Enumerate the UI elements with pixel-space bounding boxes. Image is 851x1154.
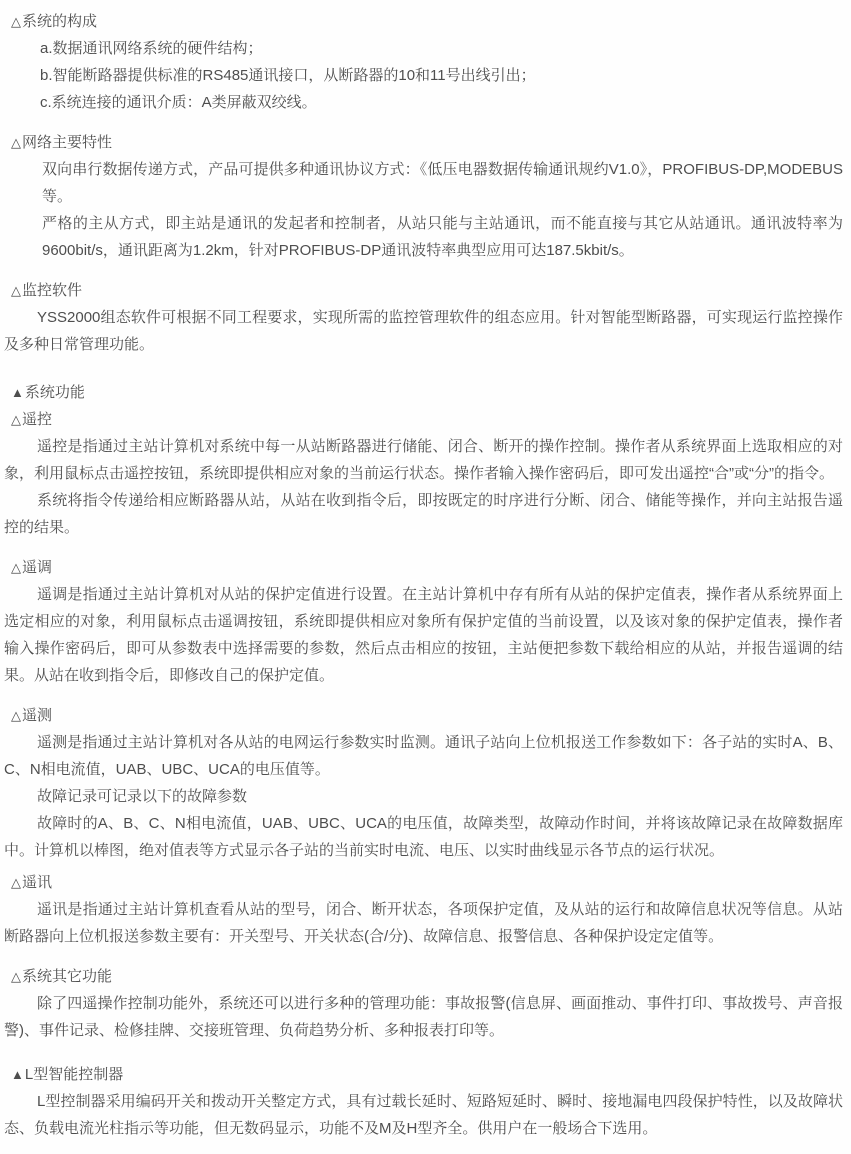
paragraph: 双向串行数据传递方式，产品可提供多种通讯协议方式：《低压电器数据传输通讯规约V1.0》，PROFIBUS-DP,MODEBUS等。 (42, 161, 843, 205)
hollow-triangle-icon: △ (11, 283, 22, 298)
section-l-type-controller (4, 1061, 843, 1142)
paragraph: 遥测是指通过主站计算机对各从站的电网运行参数实时监测。通讯子站向上位机报送工作参数如下：各子站的实时A、B、C、N相电流值，UAB、UBC、UCA的电压值等。 (4, 734, 843, 778)
filled-triangle-icon: ▲ (11, 1067, 25, 1082)
section-heading (11, 379, 843, 406)
section-heading (11, 702, 843, 729)
section-remote-signalling (4, 869, 843, 950)
section-heading (11, 8, 843, 35)
section-title: 监控软件 (22, 282, 83, 299)
section-remote-measurement (4, 702, 843, 864)
section-system-functions (4, 379, 843, 406)
section-title: 遥调 (22, 559, 53, 576)
hollow-triangle-icon: △ (11, 708, 22, 723)
section-other-system-functions (4, 963, 843, 1044)
paragraph: c.系统连接的通讯介质：A类屏蔽双绞线。 (40, 94, 317, 111)
section-title: 遥讯 (22, 874, 53, 891)
paragraph: 除了四遥操作控制功能外，系统还可以进行多种的管理功能：事故报警(信息屏、画面推动、事件打印、事故拨号、声音报警)、事件记录、检修挂牌、交接班管理、负荷趋势分析、多种报表打印等。 (4, 995, 843, 1039)
section-monitoring-software (4, 277, 843, 358)
section-heading (11, 129, 843, 156)
paragraph: 遥调是指通过主站计算机对从站的保护定值进行设置。在主站计算机中存有所有从站的保护定值表，操作者从系统界面上选定相应的对象，利用鼠标点击遥调按钮，系统即提供相应对象所有保护定值的当前设置，以及该对象的保护定值表，操作者输入操作密码后，即可从参数表中选择需要的参数，然后点击相应的按钮，主站便把参数下载给相应的从站，并报告遥调的结果。从站在收到指令后，即修改自己的保护定值。 (4, 586, 843, 684)
paragraph: 遥控是指通过主站计算机对系统中每一从站断路器进行储能、闭合、断开的操作控制。操作者从系统界面上选取相应的对象，利用鼠标点击遥控按钮，系统即提供相应对象的当前运行状态。操作者输入操作密码后，即可发出遥控“合”或“分”的指令。 (4, 438, 843, 482)
paragraph: 故障时的A、B、C、N相电流值，UAB、UBC、UCA的电压值，故障类型，故障动作时间，并将该故障记录在故障数据库中。计算机以棒图，绝对值表等方式显示各子站的当前实时电流、电压、以实时曲线显示各节点的运行状况。 (4, 815, 843, 859)
paragraph: a.数据通讯网络系统的硬件结构； (40, 40, 263, 57)
section-heading (11, 963, 843, 990)
document-body (4, 8, 843, 1142)
hollow-triangle-icon: △ (11, 135, 22, 150)
hollow-triangle-icon: △ (11, 412, 22, 427)
paragraph: 故障记录可记录以下的故障参数 (37, 788, 248, 805)
section-title: 遥测 (22, 707, 53, 724)
hollow-triangle-icon: △ (11, 14, 22, 29)
section-heading (11, 406, 843, 433)
paragraph: 严格的主从方式，即主站是通讯的发起者和控制者，从站只能与主站通讯，而不能直接与其它从站通讯。通讯波特率为9600bit/s，通讯距离为1.2km，针对PROFIBUS-DP通讯波特率典型应用可达187.5kbit/s。 (42, 215, 843, 259)
section-heading (11, 277, 843, 304)
paragraph: YSS2000组态软件可根据不同工程要求，实现所需的监控管理软件的组态应用。针对智能型断路器，可实现运行监控操作及多种日常管理功能。 (4, 309, 843, 353)
section-title: 系统其它功能 (22, 968, 113, 985)
filled-triangle-icon: ▲ (11, 385, 25, 400)
section-title: L型智能控制器 (24, 1066, 124, 1083)
section-remote-control (4, 406, 843, 541)
hollow-triangle-icon: △ (11, 969, 22, 984)
section-network-features (4, 129, 843, 264)
section-title: 网络主要特性 (22, 134, 113, 151)
section-title: 遥控 (22, 411, 53, 428)
paragraph: 遥讯是指通过主站计算机查看从站的型号，闭合、断开状态，各项保护定值，及从站的运行和故障信息状况等信息。从站断路器向上位机报送参数主要有：开关型号、开关状态(合/分)、故障信息、报警信息、各种保护设定定值等。 (4, 901, 843, 945)
section-heading (11, 554, 843, 581)
hollow-triangle-icon: △ (11, 875, 22, 890)
section-title: 系统功能 (24, 384, 85, 401)
paragraph: 系统将指令传递给相应断路器从站，从站在收到指令后，即按既定的时序进行分断、闭合、储能等操作，并向主站报告遥控的结果。 (4, 492, 843, 536)
section-title: 系统的构成 (22, 13, 98, 30)
section-heading (11, 869, 843, 896)
paragraph: L型控制器采用编码开关和拨动开关整定方式，具有过载长延时、短路短延时、瞬时、接地漏电四段保护特性，以及故障状态、负载电流光柱指示等功能，但无数码显示，功能不及M及H型齐全。供用户在一般场合下选用。 (4, 1093, 843, 1137)
hollow-triangle-icon: △ (11, 560, 22, 575)
section-remote-adjustment (4, 554, 843, 689)
paragraph: b.智能断路器提供标准的RS485通讯接口，从断路器的10和11号出线引出； (40, 67, 536, 84)
section-system-composition (4, 8, 843, 116)
